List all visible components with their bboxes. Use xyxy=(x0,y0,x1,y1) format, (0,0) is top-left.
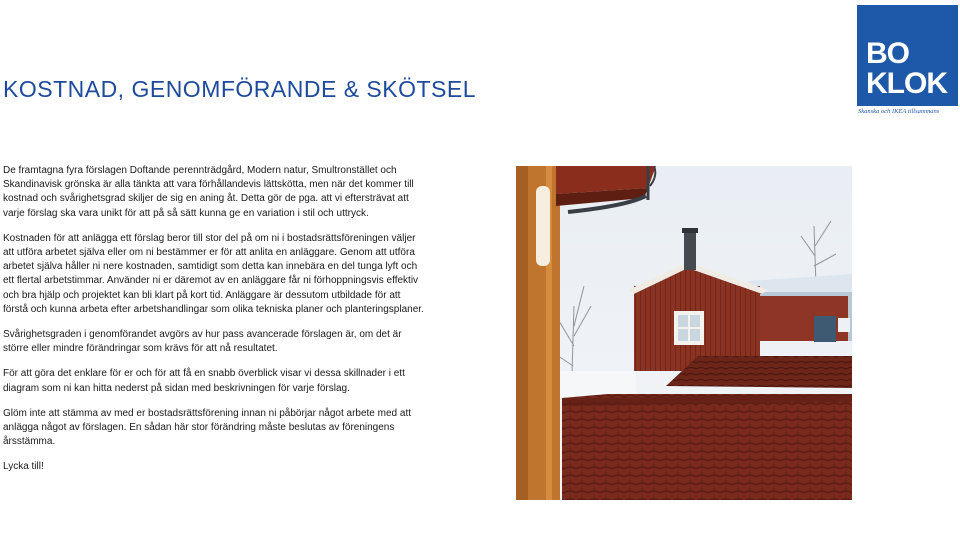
body-text xyxy=(3,164,428,486)
paragraph-association: Glöm inte att stämma av med er bostadsrättsförening innan ni påbörjar något arbete med att anlägga något av förslagen. En sådan här stor förändring måste beslutas av föreningens årsstämma. xyxy=(3,407,411,448)
paragraph-intro: De framtagna fyra förslagen Doftande perennträdgård, Modern natur, Smultronstället och Skandinavisk grönska är alla tänkta att vara förhållandevis lättskötta, men när det kommer till kostnad och svårighetsgrad skiljer de sig en aning åt. Detta gör de pga. att vi eftersträvat att varje förslag ska vara unikt för att på så sätt kunna ge en variation i stil och uttryck. xyxy=(3,165,414,219)
paragraph-diagram: För att göra det enklare för er och för att få en snabb överblick visar vi dessa skillnader i ett diagram som ni kan hitta nederst på sidan med beskrivningen för varje förslag. xyxy=(3,368,405,394)
logo-line-1: BO xyxy=(866,37,909,70)
logo-line-2: KLOK xyxy=(866,67,947,100)
house-photo xyxy=(516,166,852,500)
paragraph-difficulty: Svårighetsgraden i genomförandet avgörs av hur pass avancerade förslagen är, om det är större eller mindre förändringar som krävs för att nå resultatet. xyxy=(3,329,402,355)
boklok-logo xyxy=(857,5,958,106)
paragraph-cost: Kostnaden för att anlägga ett förslag beror till stor del på om ni i bostadsrättsföreningen väljer att utföra arbetet själva eller om ni bestämmer er för att anlita en anläggare. Genom att utföra arbetet själva håller ni nere kostnaden, samtidigt som detta kan innebära en del tunga lyft och ett flertal arbetstimmar. Använder ni er däremot av en anläggare får ni förhoppningsvis effektiv och bra hjälp och projektet kan bli klart på kort tid. Anläggare är dessutom utbildade för att förstå och kunna arbeta efter arbetshandlingar som olika tekniska planer och planteringsplaner. xyxy=(3,232,424,315)
paragraph-closing: Lycka till! xyxy=(3,461,44,473)
page-title: KOSTNAD, GENOMFÖRANDE & SKÖTSEL xyxy=(3,76,477,102)
house-photo-illustration xyxy=(516,166,852,500)
logo-tagline: Skanska och IKEA tillsammans xyxy=(858,108,940,115)
